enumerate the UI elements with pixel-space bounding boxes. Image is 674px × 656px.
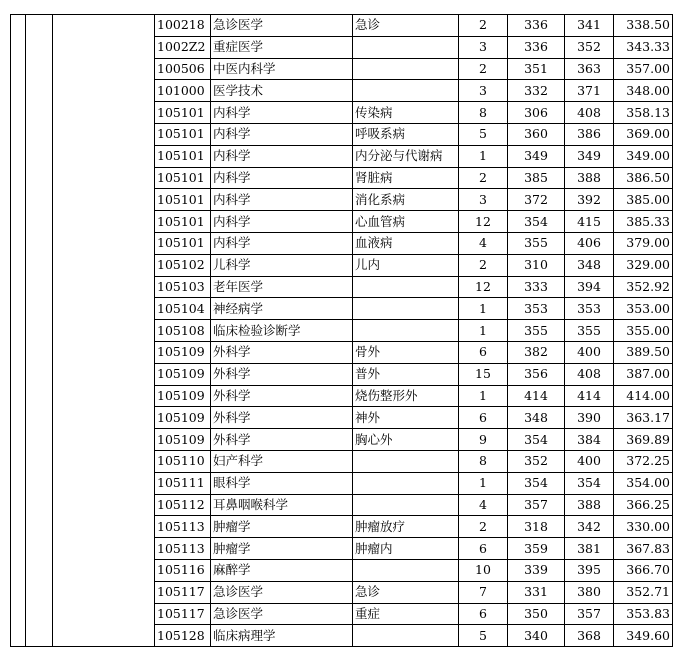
cell-avg-score: 343.33 xyxy=(614,36,673,58)
cell-major: 内科学 xyxy=(211,145,353,167)
cell-min-score: 352 xyxy=(508,450,565,472)
cell-code: 100506 xyxy=(155,58,211,80)
cell-avg-score: 338.50 xyxy=(614,15,673,37)
cell-avg-score: 387.00 xyxy=(614,363,673,385)
cell-count: 1 xyxy=(459,320,508,342)
cell-count: 5 xyxy=(459,123,508,145)
cell-min-score: 339 xyxy=(508,559,565,581)
cell-min-score: 350 xyxy=(508,603,565,625)
cell-max-score: 342 xyxy=(565,516,614,538)
cell-min-score: 355 xyxy=(508,320,565,342)
cell-max-score: 354 xyxy=(565,472,614,494)
cell-code: 100218 xyxy=(155,15,211,37)
cell-count: 4 xyxy=(459,232,508,254)
cell-avg-score: 363.17 xyxy=(614,407,673,429)
cell-avg-score: 366.70 xyxy=(614,559,673,581)
cell-avg-score: 348.00 xyxy=(614,80,673,102)
cell-min-score: 355 xyxy=(508,232,565,254)
cell-count: 9 xyxy=(459,429,508,451)
cell-major: 肿瘤学 xyxy=(211,516,353,538)
cell-avg-score: 330.00 xyxy=(614,516,673,538)
cell-avg-score: 369.00 xyxy=(614,123,673,145)
cell-avg-score: 355.00 xyxy=(614,320,673,342)
cell-min-score: 360 xyxy=(508,123,565,145)
cell-max-score: 381 xyxy=(565,538,614,560)
cell-major: 重症医学 xyxy=(211,36,353,58)
cell-code: 105103 xyxy=(155,276,211,298)
cell-min-score: 332 xyxy=(508,80,565,102)
cell-major: 内科学 xyxy=(211,102,353,124)
cell-major: 外科学 xyxy=(211,407,353,429)
cell-max-score: 400 xyxy=(565,341,614,363)
cell-code: 1002Z2 xyxy=(155,36,211,58)
cell-min-score: 336 xyxy=(508,36,565,58)
cell-major: 内科学 xyxy=(211,232,353,254)
cell-avg-score: 385.33 xyxy=(614,211,673,233)
cell-direction xyxy=(353,450,459,472)
cell-min-score: 306 xyxy=(508,102,565,124)
cell-direction xyxy=(353,320,459,342)
cell-direction: 血液病 xyxy=(353,232,459,254)
cell-min-score: 349 xyxy=(508,145,565,167)
cell-count: 6 xyxy=(459,603,508,625)
cell-min-score: 333 xyxy=(508,276,565,298)
cell-count: 7 xyxy=(459,581,508,603)
cell-direction: 急诊 xyxy=(353,581,459,603)
cell-major: 临床检验诊断学 xyxy=(211,320,353,342)
cell-count: 8 xyxy=(459,102,508,124)
cell-major: 医学技术 xyxy=(211,80,353,102)
cell-major: 肿瘤学 xyxy=(211,538,353,560)
cell-direction: 肿瘤放疗 xyxy=(353,516,459,538)
cell-min-score: 354 xyxy=(508,211,565,233)
blank-column-2 xyxy=(26,15,53,647)
cell-max-score: 384 xyxy=(565,429,614,451)
cell-code: 105108 xyxy=(155,320,211,342)
cell-min-score: 357 xyxy=(508,494,565,516)
cell-code: 105113 xyxy=(155,538,211,560)
cell-min-score: 348 xyxy=(508,407,565,429)
cell-avg-score: 349.60 xyxy=(614,625,673,647)
cell-count: 2 xyxy=(459,167,508,189)
cell-major: 耳鼻咽喉科学 xyxy=(211,494,353,516)
cell-avg-score: 372.25 xyxy=(614,450,673,472)
cell-count: 1 xyxy=(459,298,508,320)
cell-code: 105101 xyxy=(155,232,211,254)
cell-min-score: 359 xyxy=(508,538,565,560)
cell-code: 105109 xyxy=(155,407,211,429)
cell-max-score: 408 xyxy=(565,102,614,124)
cell-direction xyxy=(353,472,459,494)
cell-count: 2 xyxy=(459,15,508,37)
cell-direction xyxy=(353,625,459,647)
cell-code: 105113 xyxy=(155,516,211,538)
cell-major: 麻醉学 xyxy=(211,559,353,581)
cell-direction xyxy=(353,298,459,320)
cell-code: 105128 xyxy=(155,625,211,647)
cell-min-score: 382 xyxy=(508,341,565,363)
cell-code: 105109 xyxy=(155,341,211,363)
cell-major: 临床病理学 xyxy=(211,625,353,647)
cell-direction xyxy=(353,80,459,102)
cell-code: 105102 xyxy=(155,254,211,276)
cell-min-score: 318 xyxy=(508,516,565,538)
cell-count: 3 xyxy=(459,80,508,102)
cell-avg-score: 352.92 xyxy=(614,276,673,298)
cell-major: 儿科学 xyxy=(211,254,353,276)
cell-code: 105109 xyxy=(155,385,211,407)
cell-direction: 儿内 xyxy=(353,254,459,276)
cell-avg-score: 367.83 xyxy=(614,538,673,560)
cell-code: 105104 xyxy=(155,298,211,320)
cell-count: 5 xyxy=(459,625,508,647)
cell-direction: 烧伤整形外 xyxy=(353,385,459,407)
cell-max-score: 355 xyxy=(565,320,614,342)
cell-code: 105101 xyxy=(155,211,211,233)
cell-count: 6 xyxy=(459,538,508,560)
cell-code: 105101 xyxy=(155,167,211,189)
cell-code: 105109 xyxy=(155,429,211,451)
cell-direction: 心血管病 xyxy=(353,211,459,233)
table-row xyxy=(11,15,673,37)
cell-major: 妇产科学 xyxy=(211,450,353,472)
cell-max-score: 406 xyxy=(565,232,614,254)
cell-max-score: 388 xyxy=(565,167,614,189)
cell-max-score: 363 xyxy=(565,58,614,80)
blank-column-3 xyxy=(53,15,155,647)
cell-major: 急诊医学 xyxy=(211,15,353,37)
cell-code: 105109 xyxy=(155,363,211,385)
cell-max-score: 368 xyxy=(565,625,614,647)
cell-direction: 消化系病 xyxy=(353,189,459,211)
cell-direction: 传染病 xyxy=(353,102,459,124)
cell-count: 1 xyxy=(459,385,508,407)
cell-count: 1 xyxy=(459,145,508,167)
score-table xyxy=(10,14,673,647)
cell-direction: 神外 xyxy=(353,407,459,429)
cell-min-score: 353 xyxy=(508,298,565,320)
cell-major: 眼科学 xyxy=(211,472,353,494)
cell-direction: 肾脏病 xyxy=(353,167,459,189)
cell-direction: 普外 xyxy=(353,363,459,385)
cell-avg-score: 354.00 xyxy=(614,472,673,494)
cell-code: 105101 xyxy=(155,145,211,167)
cell-avg-score: 353.83 xyxy=(614,603,673,625)
cell-direction: 重症 xyxy=(353,603,459,625)
cell-max-score: 341 xyxy=(565,15,614,37)
cell-count: 10 xyxy=(459,559,508,581)
cell-max-score: 348 xyxy=(565,254,614,276)
cell-max-score: 386 xyxy=(565,123,614,145)
cell-avg-score: 349.00 xyxy=(614,145,673,167)
cell-direction xyxy=(353,36,459,58)
cell-max-score: 349 xyxy=(565,145,614,167)
cell-max-score: 357 xyxy=(565,603,614,625)
cell-direction: 急诊 xyxy=(353,15,459,37)
cell-count: 2 xyxy=(459,58,508,80)
cell-count: 1 xyxy=(459,472,508,494)
cell-avg-score: 379.00 xyxy=(614,232,673,254)
cell-avg-score: 389.50 xyxy=(614,341,673,363)
cell-max-score: 395 xyxy=(565,559,614,581)
cell-count: 15 xyxy=(459,363,508,385)
cell-code: 105101 xyxy=(155,123,211,145)
cell-max-score: 388 xyxy=(565,494,614,516)
cell-max-score: 414 xyxy=(565,385,614,407)
cell-code: 105111 xyxy=(155,472,211,494)
cell-max-score: 390 xyxy=(565,407,614,429)
cell-max-score: 394 xyxy=(565,276,614,298)
cell-major: 急诊医学 xyxy=(211,603,353,625)
cell-code: 105101 xyxy=(155,102,211,124)
cell-max-score: 415 xyxy=(565,211,614,233)
cell-major: 中医内科学 xyxy=(211,58,353,80)
cell-major: 内科学 xyxy=(211,211,353,233)
cell-min-score: 351 xyxy=(508,58,565,80)
cell-count: 12 xyxy=(459,276,508,298)
cell-max-score: 400 xyxy=(565,450,614,472)
cell-count: 3 xyxy=(459,189,508,211)
table-body xyxy=(11,15,673,647)
cell-min-score: 372 xyxy=(508,189,565,211)
cell-max-score: 380 xyxy=(565,581,614,603)
cell-count: 2 xyxy=(459,516,508,538)
cell-max-score: 392 xyxy=(565,189,614,211)
cell-direction: 胸心外 xyxy=(353,429,459,451)
cell-count: 6 xyxy=(459,341,508,363)
cell-code: 105117 xyxy=(155,581,211,603)
cell-major: 老年医学 xyxy=(211,276,353,298)
cell-avg-score: 386.50 xyxy=(614,167,673,189)
cell-direction: 内分泌与代谢病 xyxy=(353,145,459,167)
cell-min-score: 340 xyxy=(508,625,565,647)
cell-avg-score: 358.13 xyxy=(614,102,673,124)
cell-major: 内科学 xyxy=(211,189,353,211)
cell-min-score: 414 xyxy=(508,385,565,407)
cell-min-score: 310 xyxy=(508,254,565,276)
cell-avg-score: 369.89 xyxy=(614,429,673,451)
cell-direction xyxy=(353,276,459,298)
cell-code: 101000 xyxy=(155,80,211,102)
cell-major: 内科学 xyxy=(211,123,353,145)
cell-max-score: 353 xyxy=(565,298,614,320)
cell-code: 105110 xyxy=(155,450,211,472)
cell-count: 3 xyxy=(459,36,508,58)
cell-avg-score: 385.00 xyxy=(614,189,673,211)
cell-min-score: 331 xyxy=(508,581,565,603)
cell-max-score: 371 xyxy=(565,80,614,102)
cell-major: 急诊医学 xyxy=(211,581,353,603)
cell-code: 105101 xyxy=(155,189,211,211)
cell-avg-score: 357.00 xyxy=(614,58,673,80)
cell-min-score: 336 xyxy=(508,15,565,37)
cell-min-score: 354 xyxy=(508,472,565,494)
cell-code: 105117 xyxy=(155,603,211,625)
cell-direction xyxy=(353,58,459,80)
blank-column-1 xyxy=(11,15,26,647)
cell-avg-score: 329.00 xyxy=(614,254,673,276)
cell-count: 6 xyxy=(459,407,508,429)
cell-major: 外科学 xyxy=(211,429,353,451)
cell-min-score: 354 xyxy=(508,429,565,451)
cell-avg-score: 366.25 xyxy=(614,494,673,516)
cell-major: 外科学 xyxy=(211,341,353,363)
cell-avg-score: 414.00 xyxy=(614,385,673,407)
cell-count: 12 xyxy=(459,211,508,233)
cell-count: 4 xyxy=(459,494,508,516)
cell-min-score: 385 xyxy=(508,167,565,189)
cell-avg-score: 352.71 xyxy=(614,581,673,603)
cell-code: 105112 xyxy=(155,494,211,516)
cell-major: 神经病学 xyxy=(211,298,353,320)
cell-count: 2 xyxy=(459,254,508,276)
cell-direction: 骨外 xyxy=(353,341,459,363)
cell-direction xyxy=(353,559,459,581)
cell-code: 105116 xyxy=(155,559,211,581)
cell-avg-score: 353.00 xyxy=(614,298,673,320)
cell-direction: 肿瘤内 xyxy=(353,538,459,560)
cell-max-score: 408 xyxy=(565,363,614,385)
cell-direction: 呼吸系病 xyxy=(353,123,459,145)
cell-major: 内科学 xyxy=(211,167,353,189)
cell-min-score: 356 xyxy=(508,363,565,385)
cell-direction xyxy=(353,494,459,516)
cell-major: 外科学 xyxy=(211,363,353,385)
cell-max-score: 352 xyxy=(565,36,614,58)
cell-count: 8 xyxy=(459,450,508,472)
cell-major: 外科学 xyxy=(211,385,353,407)
